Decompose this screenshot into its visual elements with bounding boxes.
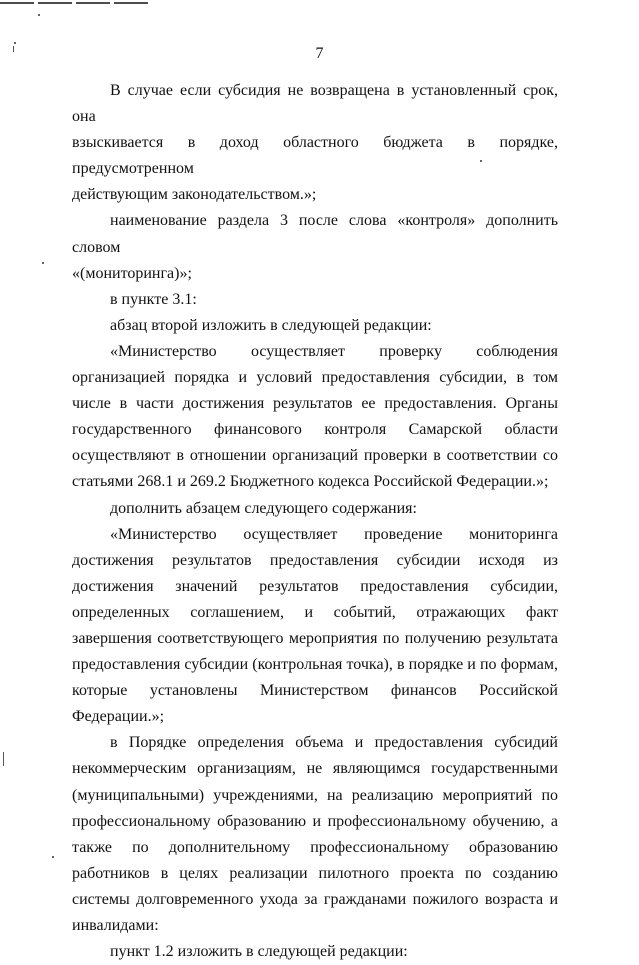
scan-artifact-tick bbox=[3, 752, 4, 766]
page-number: 7 bbox=[315, 45, 324, 62]
scan-artifact-dot bbox=[38, 14, 40, 16]
paragraph: абзац второй изложить в следующей редакции: bbox=[110, 316, 432, 334]
paragraph: «Министерство осуществляет проверку соблюдения организацией порядка и условий предоставления субсидии, в том числе в части достижения результатов ее предоставления. Органы государственного финансового контроля Самарской области осуществляют в отношении организаций проверки в соответствии со статьями 268.1 и 269.2 Бюджетного кодекса Российской Федерации.»; bbox=[72, 342, 558, 491]
paragraph: пункт 1.2 изложить в следующей редакции: bbox=[110, 943, 408, 961]
paragraph: взыскивается в доход областного бюджета в порядке, предусмотренном bbox=[72, 134, 558, 178]
paragraph: действующим законодательством.»; bbox=[72, 186, 317, 204]
paragraph: в пункте 3.1: bbox=[110, 290, 197, 308]
scan-artifact-dot bbox=[42, 262, 44, 264]
scan-artifact-dot bbox=[52, 856, 54, 858]
paragraph: наименование раздела 3 после слова «контроля» дополнить словом bbox=[72, 212, 558, 256]
paragraph: «Министерство осуществляет проведение мониторинга достижения результатов предоставления субсидии исходя из достижения значений результатов предоставления субсидии, определенных соглашением, и событий, отражающих факт завершения соответствующего мероприятия по получению результата предоставления субсидии (контрольная точка), в порядке и по формам, которые установлены Министерством финансов Российской Федерации.»; bbox=[72, 525, 558, 726]
scan-artifact-line bbox=[0, 2, 150, 4]
paragraph: В случае если субсидия не возвращена в установленный срок, она bbox=[72, 82, 558, 126]
paragraph: дополнить абзацем следующего содержания: bbox=[110, 499, 417, 517]
paragraph: в Порядке определения объема и предоставления субсидий некоммерческим организациям, не являющимся государственными (муниципальными) учреждениями, на реализацию мероприятий по профессиональному образованию и профессиональному обучению, а также по дополнительному профессиональному образованию работников в целях реализации пилотного проекта по созданию системы долговременного ухода за гражданами пожилого возраста и инвалидами: bbox=[72, 734, 558, 934]
paragraph: «(мониторинга)»; bbox=[72, 264, 192, 282]
document-body bbox=[72, 78, 558, 965]
